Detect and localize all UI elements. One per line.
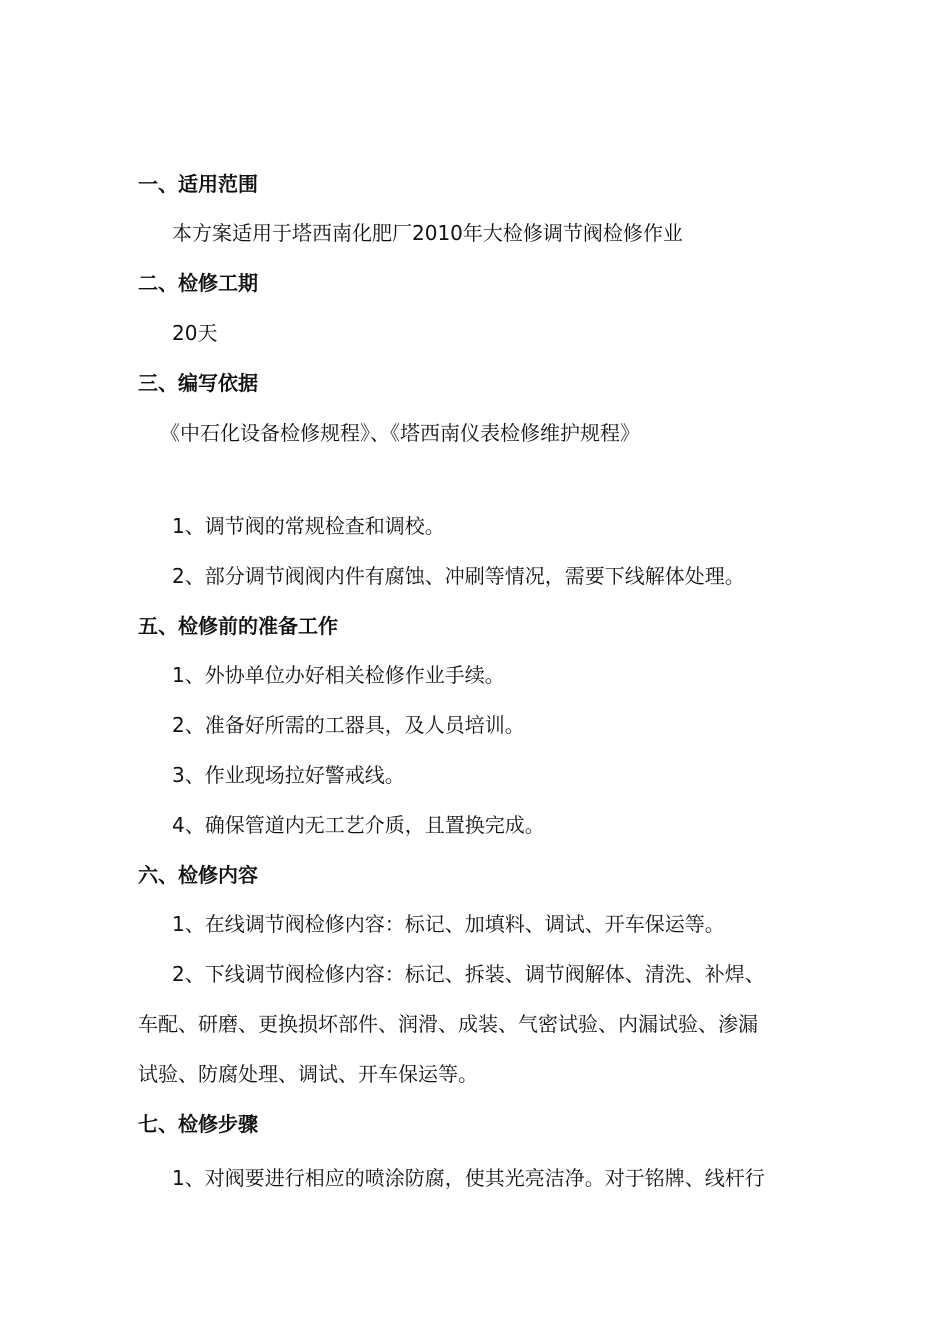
scope-paragraph: 本方案适用于塔西南化肥厂2010年大检修调节阀检修作业 bbox=[172, 221, 683, 245]
list-item: 1、对阀要进行相应的喷涂防腐，使其光亮洁净。对于铭牌、线杆行 bbox=[172, 1166, 765, 1190]
section-heading-steps: 七、检修步骤 bbox=[138, 1112, 258, 1136]
section-heading-scope: 一、适用范围 bbox=[138, 172, 258, 196]
section-heading-preparation: 五、检修前的准备工作 bbox=[138, 614, 338, 638]
list-item: 1、在线调节阀检修内容：标记、加填料、调试、开车保运等。 bbox=[172, 912, 725, 936]
list-item-continuation: 车配、研磨、更换损坏部件、润滑、成装、气密试验、内漏试验、渗漏 bbox=[138, 1012, 758, 1036]
list-item-continuation: 试验、防腐处理、调试、开车保运等。 bbox=[138, 1062, 478, 1086]
section-heading-basis: 三、编写依据 bbox=[138, 371, 258, 395]
list-item: 4、确保管道内无工艺介质，且置换完成。 bbox=[172, 813, 545, 837]
list-item: 2、下线调节阀检修内容：标记、拆装、调节阀解体、清洗、补焊、 bbox=[172, 962, 765, 986]
list-item: 2、准备好所需的工器具，及人员培训。 bbox=[172, 713, 525, 737]
list-item: 3、作业现场拉好警戒线。 bbox=[172, 763, 405, 787]
section-heading-content: 六、检修内容 bbox=[138, 863, 258, 887]
basis-paragraph: 《中石化设备检修规程》、《塔西南仪表检修维护规程》 bbox=[160, 421, 640, 445]
section-heading-duration: 二、检修工期 bbox=[138, 271, 258, 295]
list-item: 1、调节阀的常规检查和调校。 bbox=[172, 514, 445, 538]
duration-paragraph: 20天 bbox=[172, 321, 218, 345]
list-item: 2、部分调节阀阀内件有腐蚀、冲刷等情况，需要下线解体处理。 bbox=[172, 564, 745, 588]
list-item: 1、外协单位办好相关检修作业手续。 bbox=[172, 663, 505, 687]
